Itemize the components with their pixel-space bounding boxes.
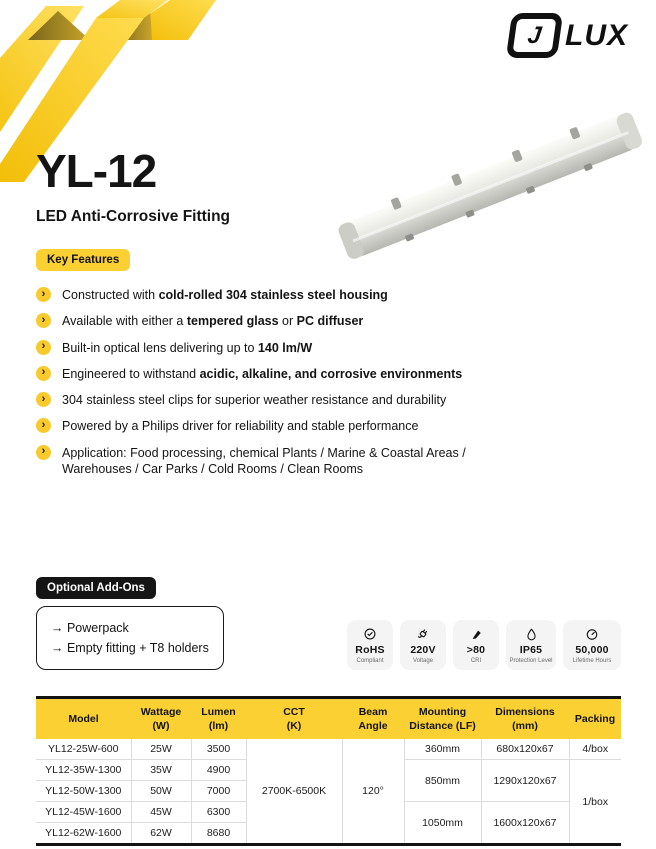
col-header-wattage: Wattage (W): [131, 698, 191, 740]
spec-value: IP65: [519, 643, 543, 656]
feature-text: Powered by a Philips driver for reliability and stable performance: [62, 419, 419, 434]
dimensions-cell: 1600x120x67: [481, 802, 569, 845]
spec-label: Voltage: [412, 657, 434, 664]
spec-badge-rohs: [347, 620, 393, 670]
beam-angle-cell: 120°: [342, 739, 404, 845]
spec-badge-cri: [453, 620, 499, 670]
feature-item: [36, 392, 621, 408]
col-header-model: Model: [36, 698, 131, 740]
col-header-packing: Packing: [569, 698, 621, 740]
spec-badge-ip65: [506, 620, 556, 670]
spec-badge-voltage: [400, 620, 446, 670]
chevron-bullet-icon: ›: [36, 313, 51, 328]
product-spec-table: [36, 696, 621, 846]
optional-addons-box: [36, 606, 224, 670]
mounting-cell: 360mm: [404, 739, 481, 760]
wattage-cell: 35W: [131, 760, 191, 781]
optional-addons-section: [36, 577, 224, 670]
gauge-icon: [585, 627, 599, 642]
feature-item: [36, 445, 621, 478]
model-cell: YL12-25W-600: [36, 739, 131, 760]
model-cell: YL12-35W-1300: [36, 760, 131, 781]
wattage-cell: 50W: [131, 781, 191, 802]
brand-logo: [509, 13, 628, 58]
spec-label: Lifetime Hours: [572, 657, 612, 664]
spec-label: Compliant: [356, 657, 384, 664]
dimensions-cell: 1290x120x67: [481, 760, 569, 802]
col-header-mounting-distance: Mounting Distance (LF): [404, 698, 481, 740]
feature-text: Built-in optical lens delivering up to 140 lm/W: [62, 340, 313, 355]
spec-label: CRI: [470, 657, 482, 664]
addons-and-specs-row: [36, 577, 621, 670]
key-features-list: [36, 287, 621, 477]
chevron-bullet-icon: ›: [36, 392, 51, 407]
packing-cell: 4/box: [569, 739, 621, 760]
feature-item: [36, 287, 621, 303]
lumen-cell: 7000: [191, 781, 246, 802]
mounting-cell: 850mm: [404, 760, 481, 802]
table-header-row: [36, 698, 621, 740]
feature-item: [36, 340, 621, 356]
wattage-cell: 45W: [131, 802, 191, 823]
chevron-bullet-icon: ›: [36, 340, 51, 355]
page-title: YL-12: [36, 145, 157, 197]
lumen-cell: 4900: [191, 760, 246, 781]
feature-text: 304 stainless steel clips for superior weather resistance and durability: [62, 393, 447, 407]
spec-value: RoHS: [355, 643, 385, 656]
model-cell: YL12-45W-1600: [36, 802, 131, 823]
droplet-icon: [525, 627, 538, 642]
product-subtitle: LED Anti-Corrosive Fitting: [36, 208, 231, 225]
addon-item: → Empty fitting + T8 holders: [51, 641, 209, 655]
spec-badges-row: [347, 620, 621, 670]
lumen-cell: 6300: [191, 802, 246, 823]
addon-item: → Powerpack: [51, 621, 129, 635]
col-header-lumen: Lumen (lm): [191, 698, 246, 740]
col-header-beam-angle: Beam Angle: [342, 698, 404, 740]
logo-j-mark-icon: [506, 13, 563, 58]
optional-addons-badge: Optional Add-Ons: [36, 577, 156, 599]
feature-text: Available with either a tempered glass or PC diffuser: [62, 314, 364, 329]
feature-item: [36, 313, 621, 329]
spec-label: Protection Level: [509, 657, 553, 664]
wattage-cell: 62W: [131, 823, 191, 845]
chevron-bullet-icon: ›: [36, 366, 51, 381]
dimensions-cell: 680x120x67: [481, 739, 569, 760]
key-features-badge: Key Features: [36, 249, 130, 271]
feature-text: Constructed with cold-rolled 304 stainless steel housing: [62, 288, 388, 302]
spec-badge-lifetime: [563, 620, 621, 670]
plug-icon: [416, 627, 430, 642]
wattage-cell: 25W: [131, 739, 191, 760]
lumen-cell: 3500: [191, 739, 246, 760]
model-cell: YL12-50W-1300: [36, 781, 131, 802]
cct-cell: 2700K-6500K: [246, 739, 342, 845]
chevron-bullet-icon: ›: [36, 287, 51, 302]
feature-item: [36, 418, 621, 434]
packing-cell: 1/box: [569, 760, 621, 845]
model-cell: YL12-62W-1600: [36, 823, 131, 845]
logo-brand-name: LUX: [565, 18, 628, 52]
col-header-cct: CCT (K): [246, 698, 342, 740]
feature-item: [36, 366, 621, 382]
chevron-bullet-icon: ›: [36, 445, 51, 460]
feature-text: Application: Food processing, chemical Plants / Marine & Coastal Areas / Warehouses / Car Parks / Cold Rooms / Clean Rooms: [62, 445, 466, 476]
check-circle-icon: [363, 627, 377, 642]
logo-j-letter: J: [525, 21, 544, 49]
feature-text: Engineered to withstand acidic, alkaline, and corrosive environments: [62, 366, 463, 381]
chevron-bullet-icon: ›: [36, 418, 51, 433]
lumen-cell: 8680: [191, 823, 246, 845]
mounting-cell: 1050mm: [404, 802, 481, 845]
col-header-dimensions: Dimensions (mm): [481, 698, 569, 740]
pen-icon: [470, 627, 483, 642]
page-content: [36, 145, 621, 846]
spec-value: 220V: [410, 643, 436, 656]
table-row: [36, 739, 621, 760]
spec-value: >80: [466, 643, 486, 656]
spec-value: 50,000: [575, 643, 609, 656]
